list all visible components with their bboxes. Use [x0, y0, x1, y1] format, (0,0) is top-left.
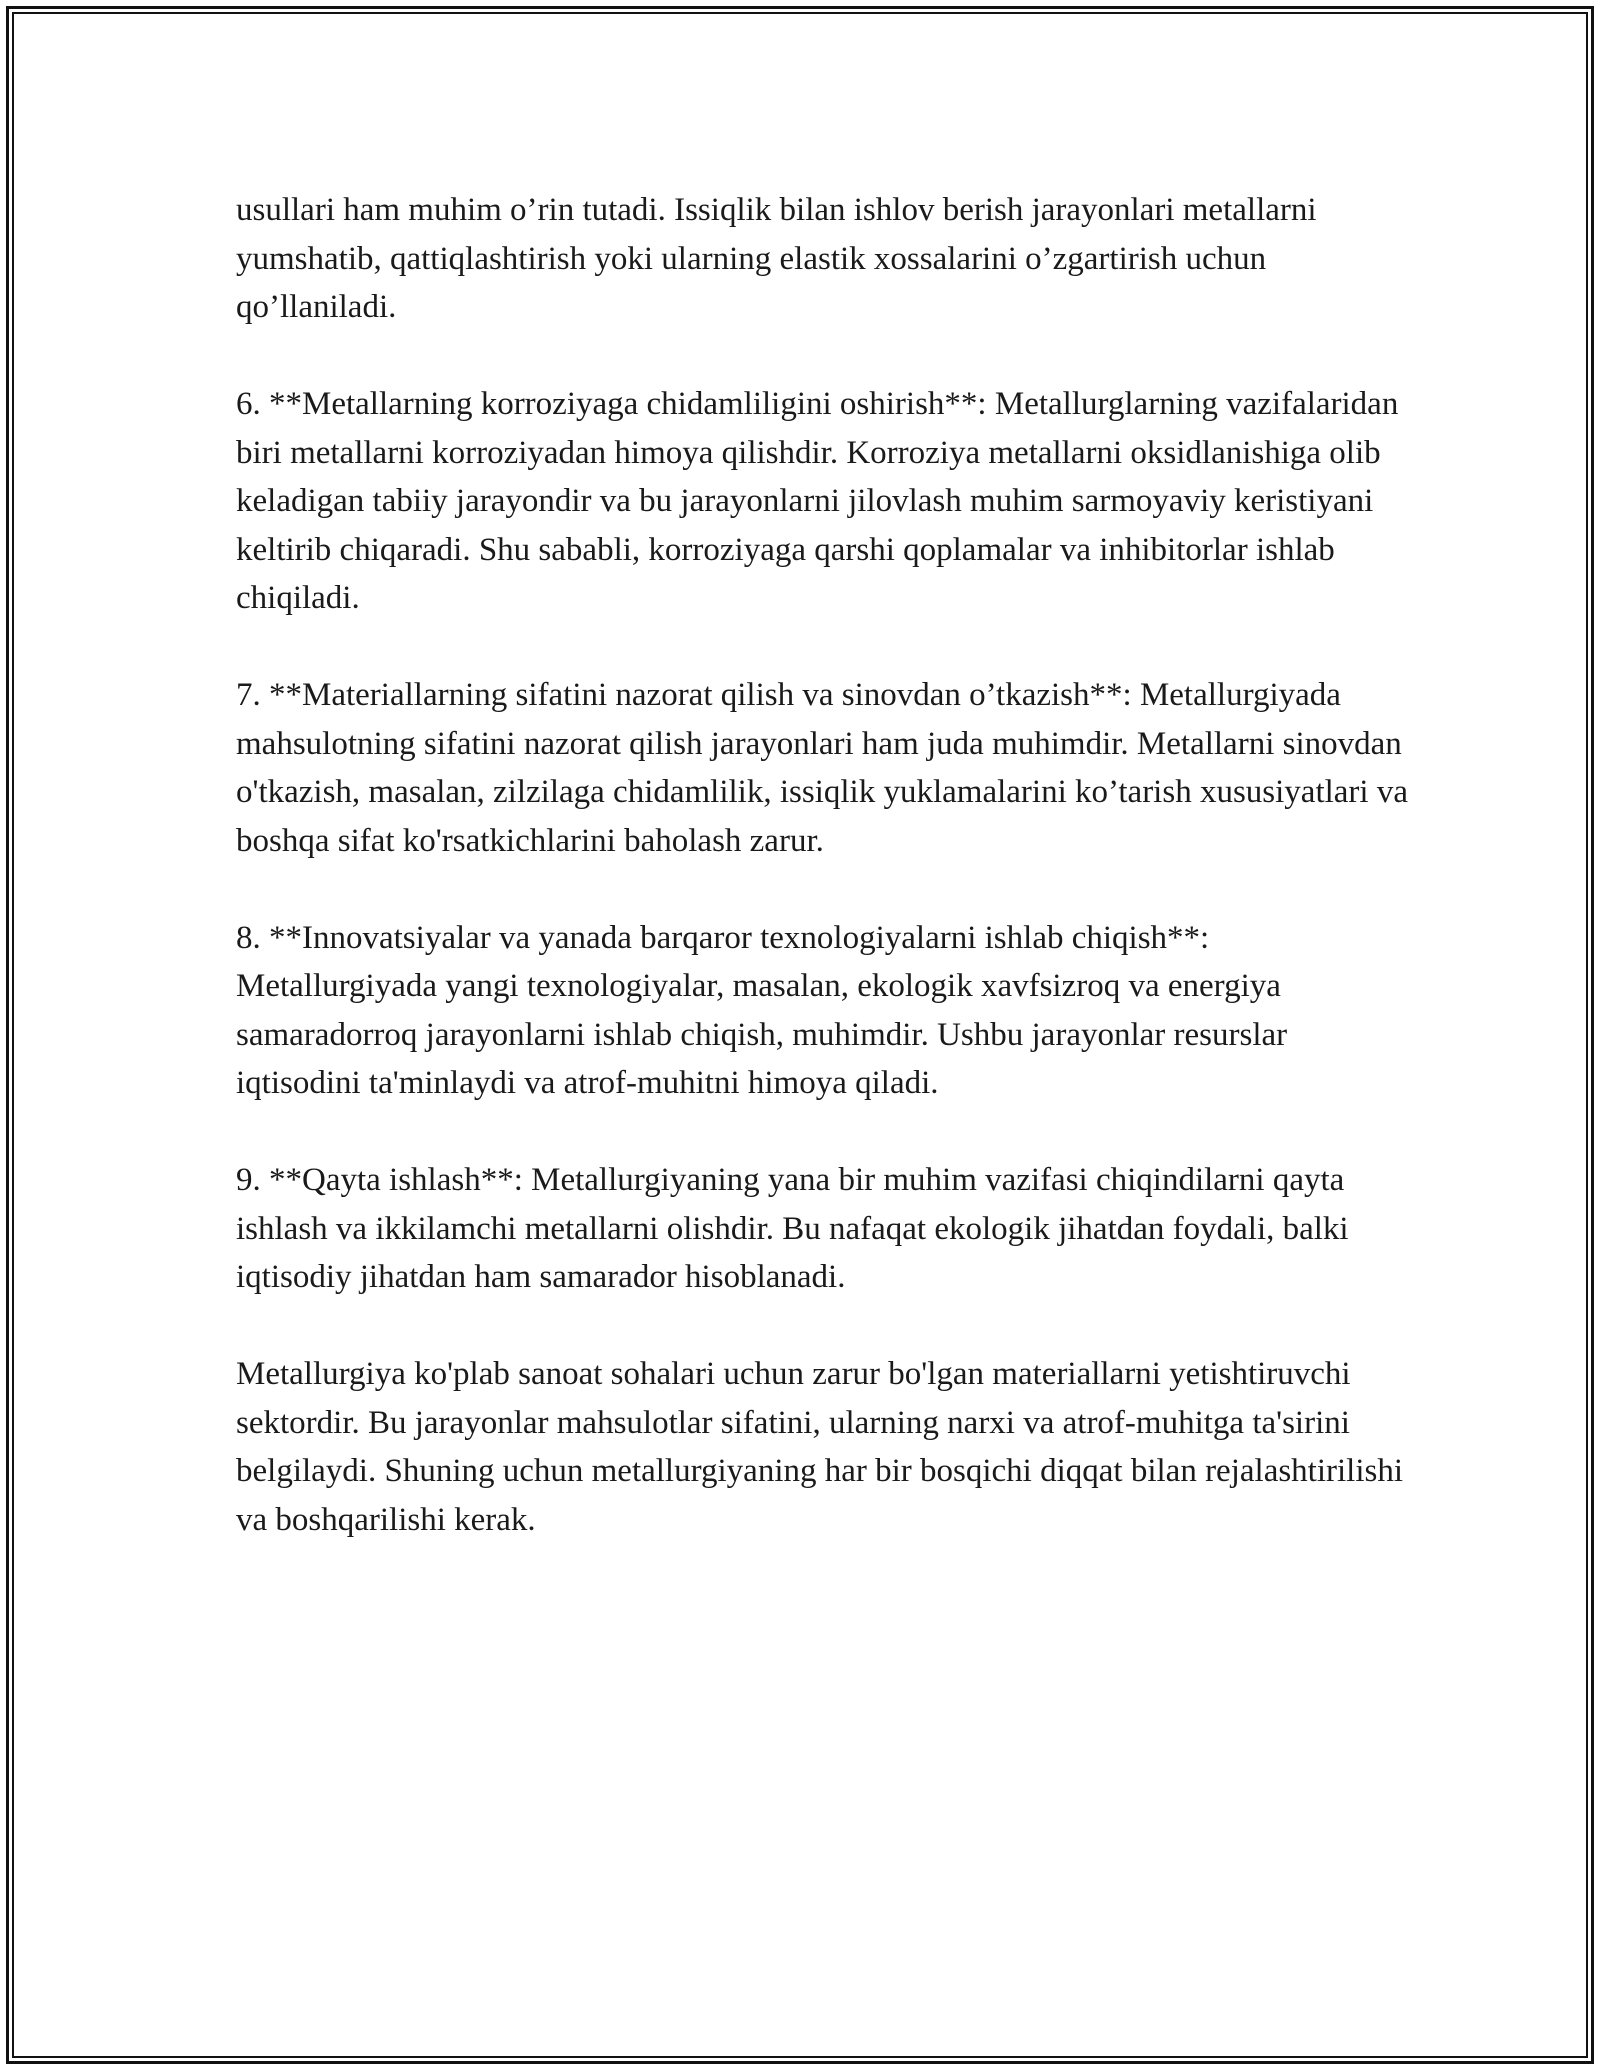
paragraph-heat-treatment: usullari ham muhim o’rin tutadi. Issiqlik bilan ishlov berish jarayonlari metallarni yumshatib, qattiqlashtirish yoki ularning elastik xossalarini o’zgartirish uchun qo’llaniladi. — [236, 192, 1317, 325]
document-body — [236, 186, 1416, 1593]
paragraph-corrosion-resistance: 6. **Metallarning korroziyaga chidamliligini oshirish**: Metallurglarning vazifalaridan biri metallarni korroziyadan himoya qilishdir. Korroziya metallarni oksidlanishiga olib keladigan tabiiy jarayondir va bu jarayonlarni jilovlash muhim sarmoyaviy keristiyani keltirib chiqaradi. Shu sababli, korroziyaga qarshi qoplamalar va inhibitorlar ishlab chiqiladi. — [236, 386, 1399, 616]
paragraph-conclusion: Metallurgiya ko'plab sanoat sohalari uchun zarur bo'lgan materiallarni yetishtiruvchi sektordir. Bu jarayonlar mahsulotlar sifatini, ularning narxi va atrof-muhitga ta'sirini belgilaydi. Shuning uchun metallurgiyaning har bir bosqichi diqqat bilan rejalashtirilishi va boshqarilishi kerak. — [236, 1356, 1404, 1538]
paragraph-recycling: 9. **Qayta ishlash**: Metallurgiyaning yana bir muhim vazifasi chiqindilarni qayta ishlash va ikkilamchi metallarni olishdir. Bu nafaqat ekologik jihatdan foydali, balki iqtisodiy jihatdan ham samarador hisoblanadi. — [236, 1162, 1349, 1295]
paragraph-innovation: 8. **Innovatsiyalar va yanada barqaror texnologiyalarni ishlab chiqish**: Metallurgiyada yangi texnologiyalar, masalan, ekologik xavfsizroq va energiya samaradorroq jarayonlarni ishlab chiqish, muhimdir. Ushbu jarayonlar resurslar iqtisodini ta'minlaydi va atrof-muhitni himoya qiladi. — [236, 919, 1288, 1101]
paragraph-quality-control: 7. **Materiallarning sifatini nazorat qilish va sinovdan o’tkazish**: Metallurgiyada mahsulotning sifatini nazorat qilish jarayonlari ham juda muhimdir. Metallarni sinovdan o'tkazish, masalan, zilzilaga chidamlilik, issiqlik yuklamalarini ko’tarish xususiyatlari va boshqa sifat ko'rsatkichlarini baholash zarur. — [236, 677, 1408, 859]
